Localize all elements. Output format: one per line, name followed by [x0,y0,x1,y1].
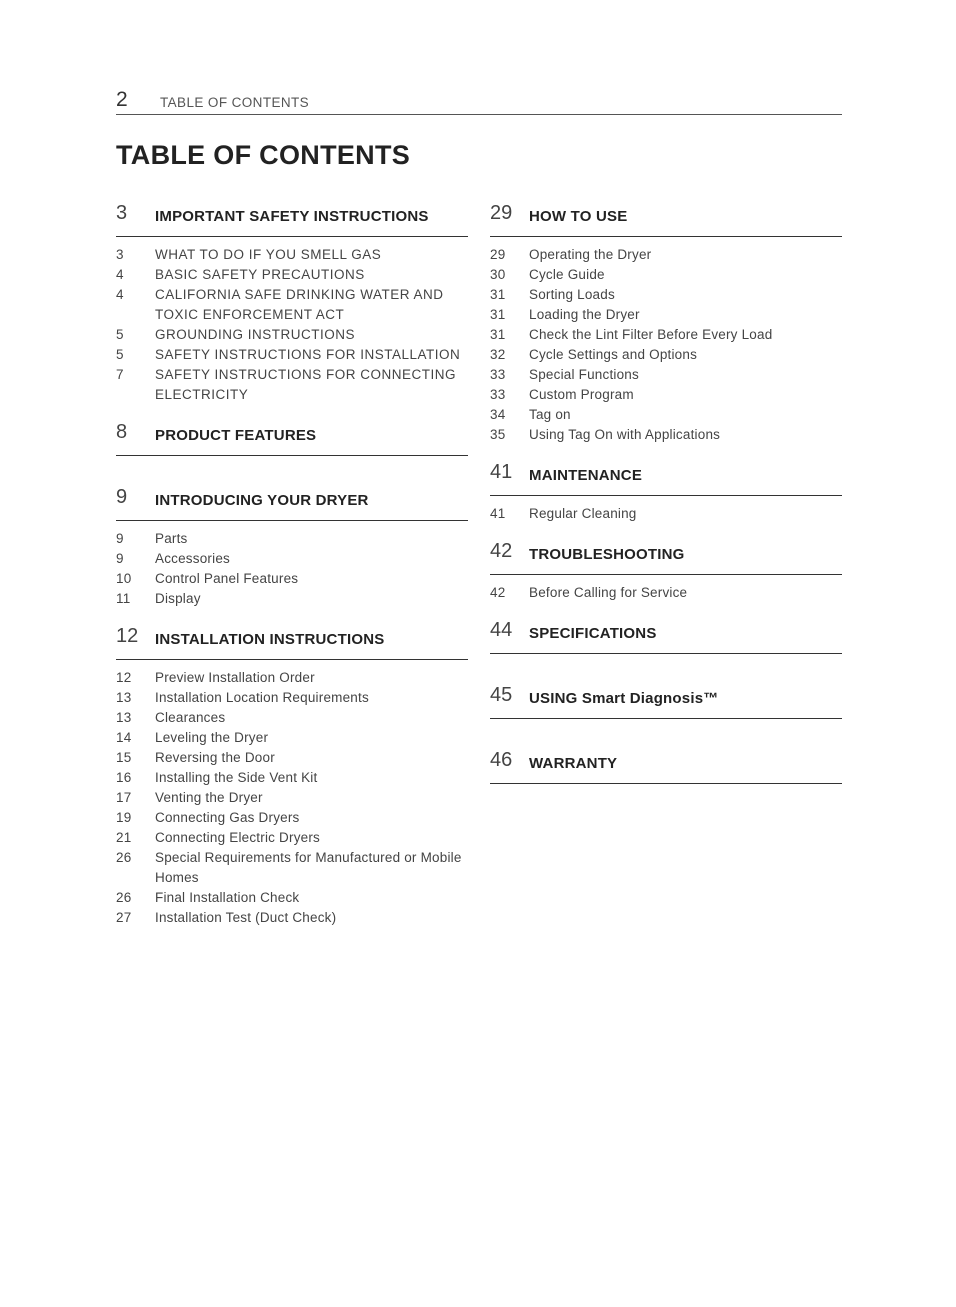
toc-entry-list [490,496,842,524]
toc-entry[interactable] [116,589,468,609]
toc-entry[interactable] [490,504,842,524]
toc-entry[interactable] [116,808,468,828]
toc-entry[interactable] [116,768,468,788]
section-heading[interactable] [490,682,842,719]
entry-title: Special Requirements for Manufactured or Mobile Homes [155,850,462,885]
section-heading[interactable] [490,747,842,784]
toc-entry[interactable] [116,688,468,708]
section-page-number: 29 [490,202,513,224]
entry-title: Regular Cleaning [529,506,637,521]
running-title: TABLE OF CONTENTS [160,95,310,110]
entry-title: Accessories [155,551,230,566]
entry-title: Installing the Side Vent Kit [155,770,318,785]
section-title: TROUBLESHOOTING [529,546,685,563]
toc-entry[interactable] [116,529,468,549]
toc-entry-list [116,660,468,928]
entry-title: SAFETY INSTRUCTIONS FOR INSTALLATION [155,347,461,362]
toc-entry[interactable] [490,583,842,603]
entry-page-number: 10 [116,571,132,586]
section-title: IMPORTANT SAFETY INSTRUCTIONS [155,208,429,225]
entry-title: Connecting Gas Dryers [155,810,300,825]
section-title: USING Smart Diagnosis™ [529,690,719,707]
entry-page-number: 9 [116,551,124,566]
section-page-number: 46 [490,749,513,771]
toc-left-column [116,200,468,942]
toc-entry[interactable] [116,888,468,908]
toc-section-important-safety-instructions [116,200,468,405]
section-title: MAINTENANCE [529,467,643,484]
entry-title: Display [155,591,201,606]
entry-page-number: 35 [490,427,506,442]
toc-entry-list [116,521,468,609]
entry-page-number: 26 [116,890,132,905]
entry-title: Operating the Dryer [529,247,652,262]
entry-title: SAFETY INSTRUCTIONS FOR CONNECTING ELECTRICITY [155,367,457,402]
toc-entry[interactable] [116,908,468,928]
entry-page-number: 7 [116,367,125,382]
entry-title: Sorting Loads [529,287,615,302]
entry-page-number: 9 [116,531,124,546]
section-heading[interactable] [116,484,468,521]
entry-page-number: 31 [490,307,506,322]
entry-page-number: 14 [116,730,132,745]
entry-page-number: 29 [490,247,506,262]
section-heading[interactable] [116,419,468,456]
section-page-number: 45 [490,684,513,706]
toc-entry[interactable] [116,549,468,569]
toc-section-troubleshooting [490,538,842,603]
toc-entry[interactable] [116,728,468,748]
entry-page-number: 12 [116,670,132,685]
entry-title: Cycle Guide [529,267,605,282]
section-page-number: 44 [490,619,513,641]
toc-entry[interactable] [116,788,468,808]
section-heading[interactable] [490,200,842,237]
section-heading[interactable] [116,623,468,660]
entry-title: Using Tag On with Applications [529,427,721,442]
toc-right-column [490,200,842,812]
entry-title: Installation Test (Duct Check) [155,910,337,925]
toc-entry[interactable] [116,569,468,589]
section-heading[interactable] [116,200,468,237]
entry-title: Before Calling for Service [529,585,688,600]
entry-page-number: 3 [116,247,125,262]
entry-page-number: 34 [490,407,506,422]
entry-page-number: 26 [116,850,132,865]
section-page-number: 9 [116,486,128,508]
toc-entry[interactable] [490,425,842,445]
section-page-number: 12 [116,625,139,647]
entry-page-number: 17 [116,790,132,805]
toc-section-installation-instructions [116,623,468,928]
page-number: 2 [116,88,128,111]
entry-title: Leveling the Dryer [155,730,269,745]
entry-page-number: 41 [490,506,506,521]
toc-entry[interactable] [116,748,468,768]
toc-section-introducing-your-dryer [116,484,468,609]
entry-title: Check the Lint Filter Before Every Load [529,327,773,342]
entry-page-number: 32 [490,347,506,362]
entry-page-number: 5 [116,327,125,342]
running-header [116,86,842,115]
entry-page-number: 15 [116,750,132,765]
toc-section-specifications [490,617,842,654]
entry-title: Tag on [529,407,571,422]
toc-entry[interactable] [490,325,842,345]
entry-title: GROUNDING INSTRUCTIONS [155,327,355,342]
section-heading[interactable] [490,459,842,496]
section-page-number: 3 [116,202,128,224]
entry-title: Venting the Dryer [155,790,263,805]
section-page-number: 41 [490,461,513,483]
toc-entry[interactable] [116,345,468,365]
section-heading[interactable] [490,538,842,575]
section-title: INSTALLATION INSTRUCTIONS [155,631,385,648]
section-title: INTRODUCING YOUR DRYER [155,492,369,509]
toc-entry[interactable] [116,848,468,888]
toc-entry[interactable] [490,385,842,405]
section-title: PRODUCT FEATURES [155,427,317,444]
section-title: HOW TO USE [529,208,628,225]
entry-title: WHAT TO DO IF YOU SMELL GAS [155,247,382,262]
toc-entry[interactable] [490,285,842,305]
toc-entry[interactable] [116,708,468,728]
toc-entry[interactable] [116,245,468,265]
entry-title: BASIC SAFETY PRECAUTIONS [155,267,365,282]
entry-page-number: 13 [116,690,132,705]
toc-entry[interactable] [490,265,842,285]
section-page-number: 8 [116,421,128,443]
entry-page-number: 4 [116,267,125,282]
entry-page-number: 42 [490,585,506,600]
entry-title: Preview Installation Order [155,670,315,685]
toc-entry-list [490,575,842,603]
section-heading[interactable] [490,617,842,654]
entry-page-number: 33 [490,387,506,402]
entry-title: Final Installation Check [155,890,300,905]
toc-section-how-to-use [490,200,842,445]
entry-title: Reversing the Door [155,750,275,765]
entry-page-number: 31 [490,327,506,342]
entry-title: Clearances [155,710,226,725]
entry-title: Loading the Dryer [529,307,640,322]
toc-entry[interactable] [490,305,842,325]
toc-entry[interactable] [116,365,468,405]
toc-section-product-features [116,419,468,456]
entry-page-number: 4 [116,287,125,302]
toc-entry[interactable] [490,405,842,425]
toc-entry[interactable] [116,828,468,848]
toc-entry[interactable] [116,265,468,285]
entry-title: Cycle Settings and Options [529,347,698,362]
toc-section-warranty [490,747,842,784]
entry-title: Custom Program [529,387,634,402]
entry-title: Installation Location Requirements [155,690,369,705]
entry-page-number: 16 [116,770,132,785]
section-title: WARRANTY [529,755,618,772]
toc-entry[interactable] [116,325,468,345]
entry-page-number: 13 [116,710,132,725]
entry-title: Connecting Electric Dryers [155,830,321,845]
entry-page-number: 5 [116,347,125,362]
entry-page-number: 19 [116,810,132,825]
entry-title: Parts [155,531,188,546]
toc-entry[interactable] [490,365,842,385]
entry-page-number: 21 [116,830,132,845]
toc-entry-list [490,237,842,445]
entry-page-number: 33 [490,367,506,382]
toc-entry[interactable] [490,345,842,365]
entry-title: Control Panel Features [155,571,299,586]
toc-section-using-smart-diagnosis [490,682,842,719]
section-title: SPECIFICATIONS [529,625,657,642]
section-page-number: 42 [490,540,513,562]
entry-title: CALIFORNIA SAFE DRINKING WATER AND TOXIC ENFORCEMENT ACT [155,287,444,322]
toc-entry-list [116,237,468,405]
entry-page-number: 30 [490,267,506,282]
toc-entry[interactable] [490,245,842,265]
entry-page-number: 27 [116,910,132,925]
page-title: TABLE OF CONTENTS [116,140,411,170]
toc-entry[interactable] [116,668,468,688]
entry-page-number: 31 [490,287,506,302]
toc-section-maintenance [490,459,842,524]
entry-page-number: 11 [116,591,131,606]
entry-title: Special Functions [529,367,639,382]
toc-entry[interactable] [116,285,468,325]
